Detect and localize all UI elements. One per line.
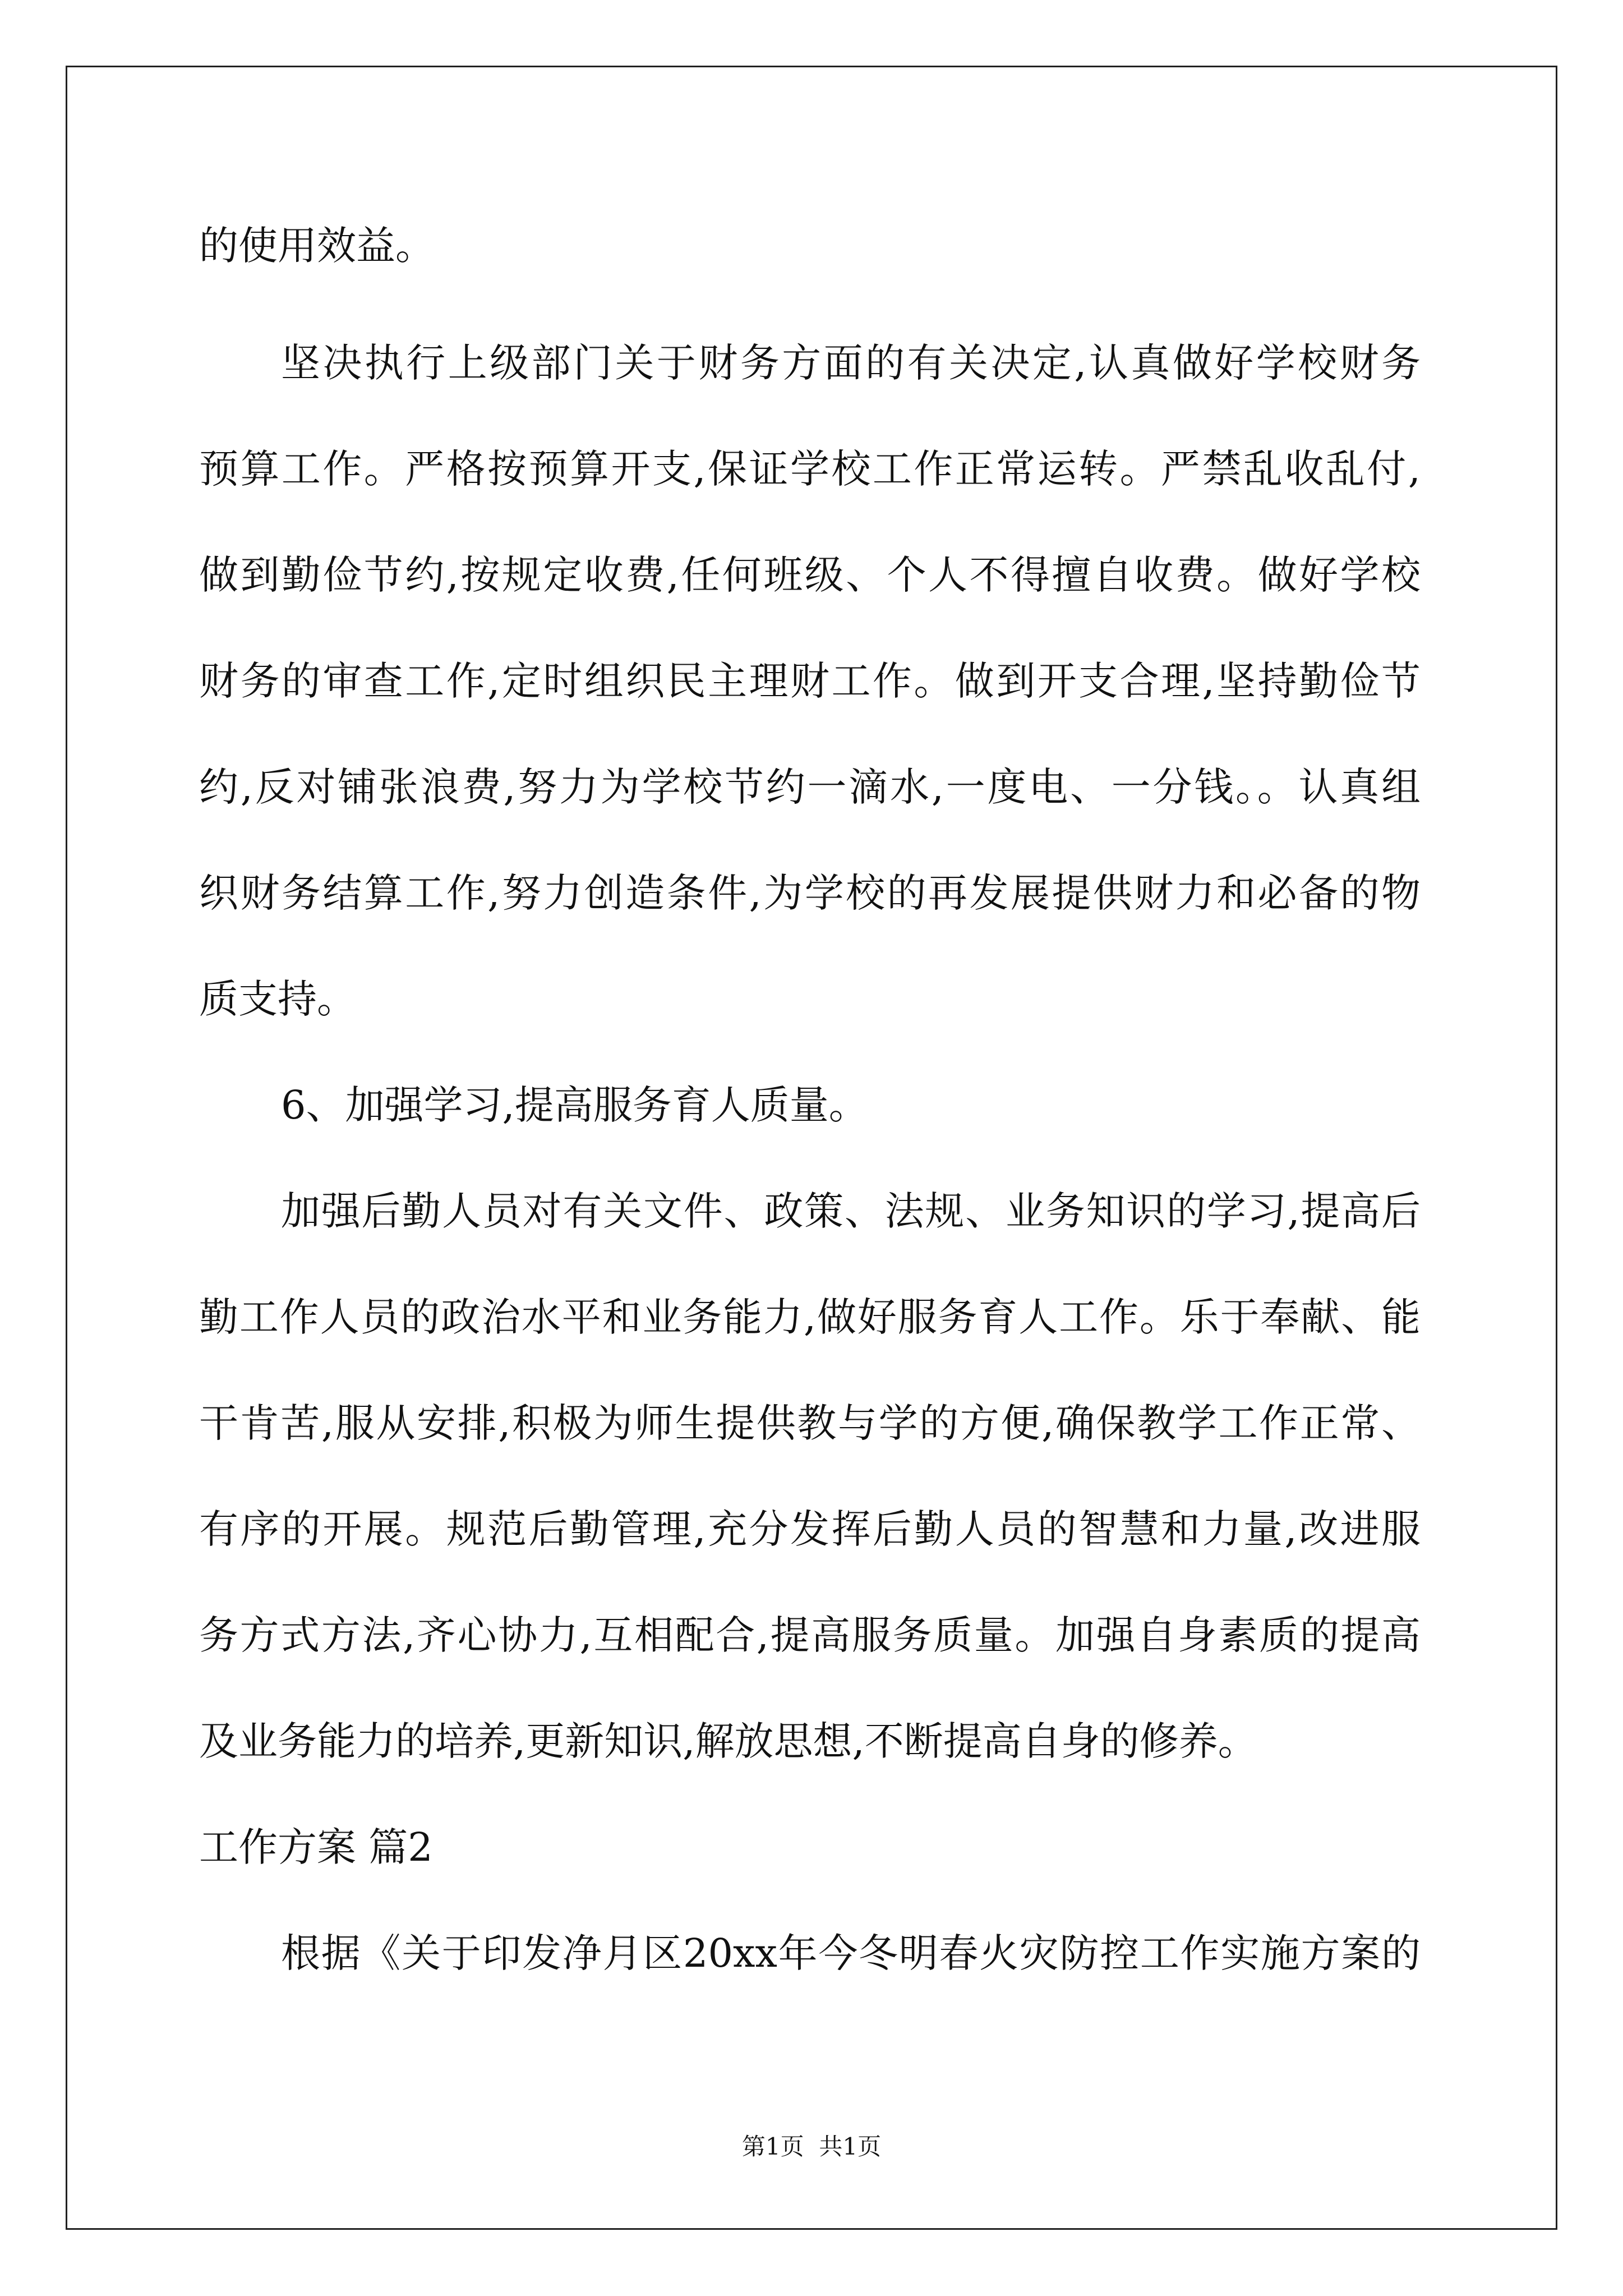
text-line: 做到勤俭节约,按规定收费,任何班级、个人不得擅自收费。做好学校	[199, 552, 1421, 598]
text-line: 根据《关于印发净月区20xx年今冬明春火灾防控工作实施方案的	[281, 1930, 1421, 1976]
text-line: 务方式方法,齐心协力,互相配合,提高服务质量。加强自身素质的提高	[199, 1612, 1421, 1658]
text-line: 约,反对铺张浪费,努力为学校节约一滴水,一度电、一分钱。。认真组	[199, 764, 1421, 810]
text-line: 加强后勤人员对有关文件、政策、法规、业务知识的学习,提高后	[281, 1188, 1421, 1234]
section-heading: 工作方案 篇2	[199, 1824, 433, 1870]
text-line: 坚决执行上级部门关于财务方面的有关决定,认真做好学校财务	[281, 340, 1421, 386]
text-line: 勤工作人员的政治水平和业务能力,做好服务育人工作。乐于奉献、能	[199, 1294, 1421, 1340]
text-line: 的使用效益。	[199, 223, 435, 269]
text-line: 财务的审查工作,定时组织民主理财工作。做到开支合理,坚持勤俭节	[199, 658, 1421, 704]
text-line: 预算工作。严格按预算开支,保证学校工作正常运转。严禁乱收乱付,	[199, 446, 1421, 492]
page-number-footer: 第1页 共1页	[741, 2133, 882, 2160]
text-line: 有序的开展。规范后勤管理,充分发挥后勤人员的智慧和力量,改进服	[199, 1506, 1421, 1552]
text-line: 织财务结算工作,努力创造条件,为学校的再发展提供财力和必备的物	[199, 870, 1421, 916]
list-item-heading: 6、加强学习,提高服务育人质量。	[281, 1082, 868, 1128]
text-line: 及业务能力的培养,更新知识,解放思想,不断提高自身的修养。	[199, 1718, 1257, 1764]
text-line: 质支持。	[199, 976, 356, 1022]
document-body	[199, 193, 1421, 2007]
text-line: 干肯苦,服从安排,积极为师生提供教与学的方便,确保教学工作正常、	[199, 1400, 1421, 1446]
